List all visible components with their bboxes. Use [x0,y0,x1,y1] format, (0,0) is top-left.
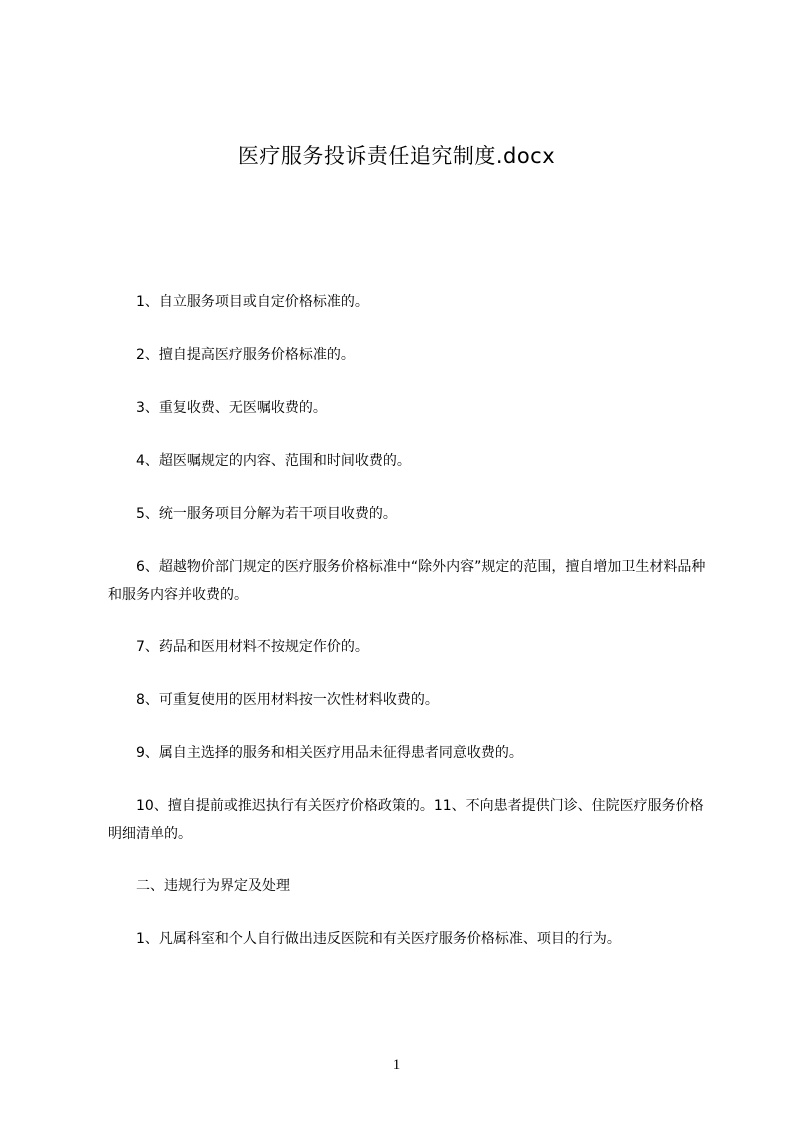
paragraph-item-8: 8、可重复使用的医用材料按一次性材料收费的。 [136,692,439,708]
paragraph-section2-item-1: 1、凡属科室和个人自行做出违反医院和有关医疗服务价格标准、项目的行为。 [136,931,621,947]
paragraph-item-9: 9、属自主选择的服务和相关医疗用品未征得患者同意收费的。 [136,745,523,761]
paragraph-item-5: 5、统一服务项目分解为若干项目收费的。 [136,506,397,522]
document-title: 医疗服务投诉责任追究制度.docx [237,144,556,168]
paragraph-item-2: 2、擅自提高医疗服务价格标准的。 [136,347,355,363]
paragraph-item-3: 3、重复收费、无医嘱收费的。 [136,400,327,416]
page-number: 1 [392,1057,401,1073]
paragraph-item-7: 7、药品和医用材料不按规定作价的。 [136,639,369,655]
paragraph-item-1: 1、自立服务项目或自定价格标准的。 [136,294,369,310]
section-heading-violations: 二、违规行为界定及处理 [136,878,290,894]
paragraph-item-10-11: 10、擅自提前或推迟执行有关医疗价格政策的。11、不向患者提供门诊、住院医疗服务价格明细清单的。 [108,798,704,842]
paragraph-item-4: 4、超医嘱规定的内容、范围和时间收费的。 [136,453,411,469]
paragraph-item-6: 6、超越物价部门规定的医疗服务价格标准中“除外内容”规定的范围，擅自增加卫生材料品种和服务内容并收费的。 [108,559,706,603]
